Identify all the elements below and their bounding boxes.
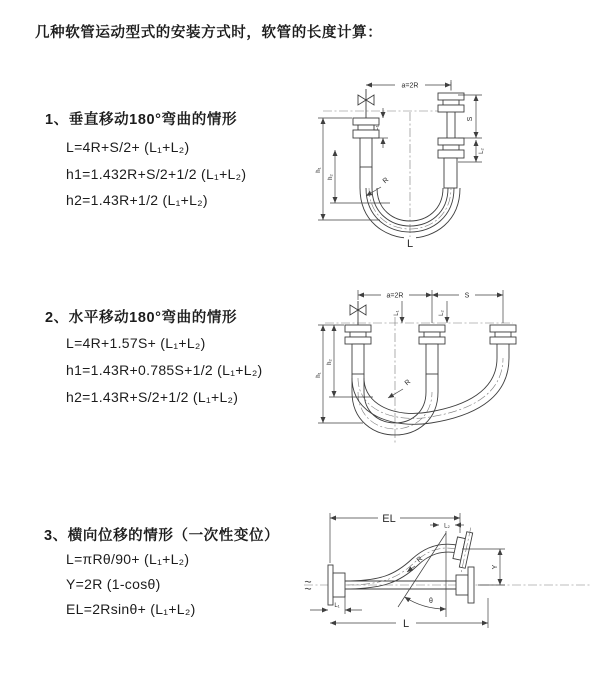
section-3-formula-el: EL=2Rsinθ+ (L₁+L₂) — [66, 601, 196, 617]
section-1-heading: 1、垂直移动180°弯曲的情形 — [45, 112, 238, 128]
dim-label-el: EL — [382, 513, 396, 525]
section-1-formula-h2: h2=1.43R+1/2 (L₁+L₂) — [66, 192, 208, 208]
dimension-l1 — [310, 595, 362, 614]
dim-label-l1: L₁ — [394, 310, 400, 316]
section-2-formula-l: L=4R+1.57S+ (L₁+L₂) — [66, 335, 206, 351]
hose-displaced-position — [345, 525, 474, 589]
dim-label-l2: L₂ — [479, 148, 485, 154]
section-3-formula-y: Y=2R (1-cosθ) — [66, 576, 161, 592]
dim-label-s: S — [464, 292, 470, 300]
angle-label: θ — [429, 598, 433, 605]
section-1-formula-h1: h1=1.432R+S/2+1/2 (L₁+L₂) — [66, 166, 247, 182]
dim-label-l2: L₂ — [439, 310, 445, 316]
dim-label-a2r: a=2R — [401, 82, 419, 90]
angle-construction — [398, 531, 446, 617]
radius-label: R — [415, 555, 425, 565]
dim-label-h1: h₁ — [316, 372, 322, 378]
diagram-horizontal-180-bend — [313, 281, 593, 463]
valve-icon — [350, 301, 366, 325]
dim-label-h2: h₂ — [328, 174, 334, 180]
dimension-s — [432, 293, 503, 300]
radius-label: R — [381, 176, 391, 186]
dim-label-s: S — [467, 116, 474, 122]
left-flange — [328, 565, 345, 605]
radius-label: R — [403, 378, 413, 388]
dim-label-a2r: a=2R — [386, 292, 404, 300]
diagram-vertical-180-bend — [308, 70, 588, 262]
length-label: L — [402, 618, 410, 630]
right-fitting — [490, 325, 516, 358]
radius-callout — [366, 177, 390, 196]
section-2-formula-h1: h1=1.43R+0.785S+1/2 (L₁+L₂) — [66, 362, 263, 378]
dimension-l2 — [430, 524, 464, 530]
dimension-s — [458, 95, 482, 138]
dimension-l — [330, 598, 488, 630]
dim-label-l1: L₁ — [334, 603, 340, 609]
middle-fitting — [419, 325, 445, 374]
valve-icon — [358, 89, 374, 118]
length-label: L — [406, 238, 414, 250]
dim-label-h2: h₂ — [327, 359, 333, 365]
dim-label-l2: L₂ — [444, 523, 450, 530]
right-fitting — [438, 93, 464, 188]
dimension-el — [330, 513, 460, 563]
section-1-formula-l: L=4R+S/2+ (L₁+L₂) — [66, 139, 190, 155]
dim-label-y: Y — [492, 564, 499, 570]
dimension-a2r — [366, 80, 451, 90]
dim-label-l1: L₁ — [374, 125, 380, 131]
section-3-formula-l: L=πRθ/90+ (L₁+L₂) — [66, 551, 190, 567]
radius-callout — [388, 379, 412, 398]
dimension-h2 — [328, 150, 390, 203]
section-2-formula-h2: h2=1.43R+S/2+1/2 (L₁+L₂) — [66, 389, 239, 405]
dimension-l2 — [439, 301, 447, 323]
section-3-heading: 3、横向位移的情形（一次性变位） — [44, 528, 280, 544]
left-fitting — [345, 325, 371, 374]
diagram-lateral-displacement — [298, 503, 598, 658]
dim-label-h1: h₁ — [316, 167, 322, 173]
section-2-heading: 2、水平移动180°弯曲的情形 — [45, 310, 238, 326]
page-title: 几种软管运动型式的安装方式时，软管的长度计算： — [35, 25, 383, 41]
dimension-l1 — [374, 108, 388, 148]
